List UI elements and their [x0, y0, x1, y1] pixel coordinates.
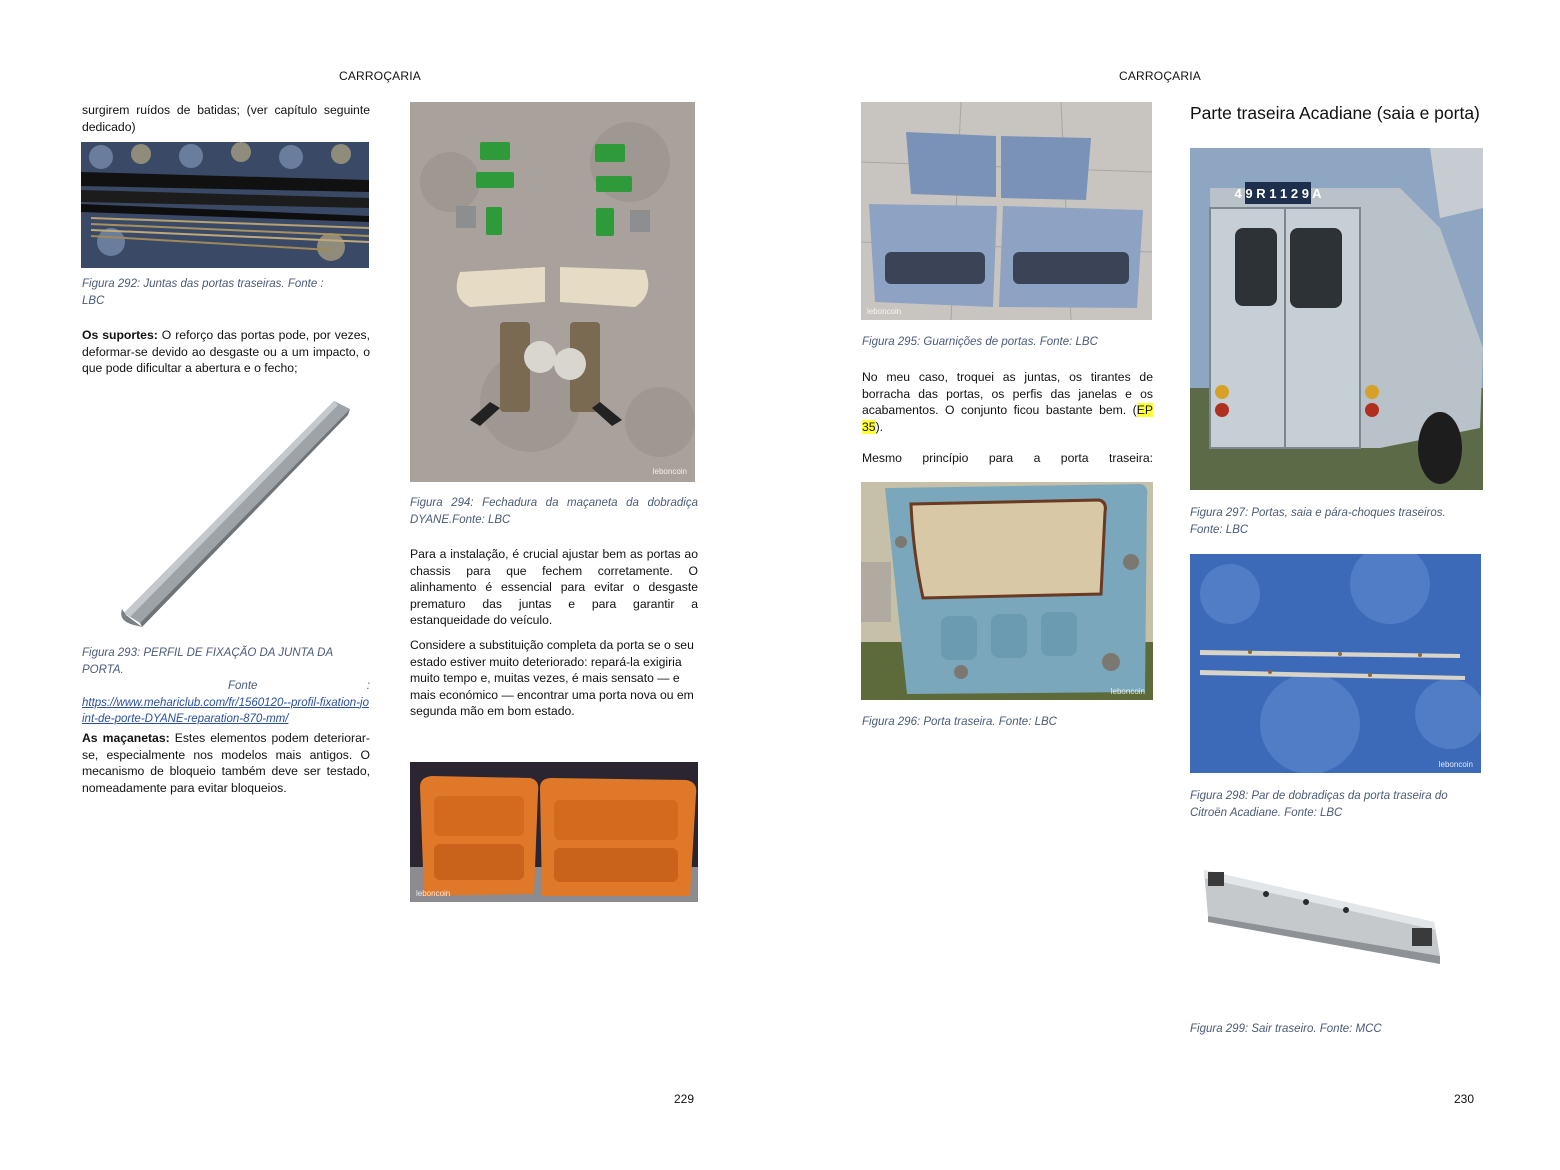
figure-293-caption: [82, 645, 370, 728]
same-principle-paragraph: Mesmo princípio para a porta traseira:: [862, 451, 1153, 465]
figure-294-caption: Figura 294: Fechadura da maçaneta da dobradiça DYANE.Fonte: LBC: [410, 497, 698, 526]
figure-298-watermark: leboncoin: [1438, 760, 1473, 769]
replacement-paragraph: Considere a substituição completa da porta se o seu estado estiver muito deteriorado: repará-la exigiria muito tempo e, muitas vezes, é mais sensato — e mais económico — encontrar uma porta nova ou em segunda mão em bom estado.: [410, 638, 694, 718]
figure-299-image: [1196, 860, 1446, 976]
orange-door-panels-image: [410, 762, 698, 902]
supports-label: Os suportes:: [82, 328, 158, 342]
figure-297-image: [1190, 148, 1483, 490]
figure-296-image: [861, 482, 1153, 700]
page-number-230: 230: [1454, 1092, 1475, 1106]
figure-297-caption: Figura 297: Portas, saia e pára-choques traseiros. Fonte: LBC: [1190, 507, 1446, 536]
supports-text: O reforço das portas pode, por vezes, deformar-se devido ao desgaste ou a um impacto, o que pode dificultar a abertura e o fecho;: [82, 328, 370, 375]
figure-295-watermark: leboncoin: [867, 307, 902, 316]
figure-293-caption-line2: Fonte :: [228, 680, 370, 692]
figure-295-image: [861, 102, 1152, 320]
figure-292-caption: Figura 292: Juntas das portas traseiras. Fonte : LBC: [82, 278, 324, 307]
intro-text: surgirem ruídos de batidas; (ver capítulo seguinte dedicado): [82, 103, 370, 134]
figure-293-image: [112, 395, 352, 631]
handles-paragraph: [82, 730, 370, 796]
left-page-header: CARROÇARIA: [338, 69, 421, 83]
figure-295-caption: Figura 295: Guarnições de portas. Fonte: LBC: [862, 336, 1098, 348]
my-case-paragraph: No meu caso, troquei as juntas, os tirantes de borracha das portas, os perfis das janelas e os acabamentos. O conjunto ficou bastante bem. (EP 35).: [862, 370, 1153, 434]
section-title: Parte traseira Acadiane (saia e porta): [1190, 103, 1480, 123]
figure-293-link[interactable]: https://www.mehariclub.com/fr/1560120--profil-fixation-joint-de-porte-DYANE-reparation-870-mm/: [82, 696, 369, 725]
right-page-header: CARROÇARIA: [1118, 69, 1201, 83]
supports-paragraph: [82, 327, 370, 377]
handles-text: Estes elementos podem deteriorar-se, especialmente nos modelos mais antigos. O mecanismo de bloqueio também deve ser testado, nomeadamente para evitar bloqueios.: [82, 731, 370, 795]
figure-296-caption: Figura 296: Porta traseira. Fonte: LBC: [862, 716, 1057, 728]
figure-298-image: [1190, 554, 1481, 773]
license-plate-text: 4 9 R 1 1 2 9 A: [1234, 186, 1322, 201]
figure-293-caption-line1: Figura 293: PERFIL DE FIXAÇÃO DA JUNTA DA PORTA.: [82, 647, 333, 676]
figure-296-watermark: leboncoin: [1110, 687, 1145, 696]
figure-294-watermark: leboncoin: [652, 467, 687, 476]
installation-paragraph: Para a instalação, é crucial ajustar bem as portas ao chassis para que fechem corretamente. O alinhamento é essencial para evitar o desgaste prematuro das juntas e para garantir a estanqueidade do veículo.: [410, 547, 698, 627]
figure-294-image: [410, 102, 695, 482]
figure-292-image: [81, 142, 369, 268]
handles-label: As maçanetas:: [82, 731, 170, 745]
figure-299-caption: Figura 299: Sair traseiro. Fonte: MCC: [1190, 1023, 1382, 1035]
page-number-229: 229: [674, 1092, 695, 1106]
ep-35-reference[interactable]: EP 35: [862, 403, 1153, 434]
orange-panels-watermark: leboncoin: [416, 889, 451, 898]
figure-298-caption: Figura 298: Par de dobradiças da porta traseira do Citroën Acadiane. Fonte: LBC: [1190, 790, 1448, 819]
